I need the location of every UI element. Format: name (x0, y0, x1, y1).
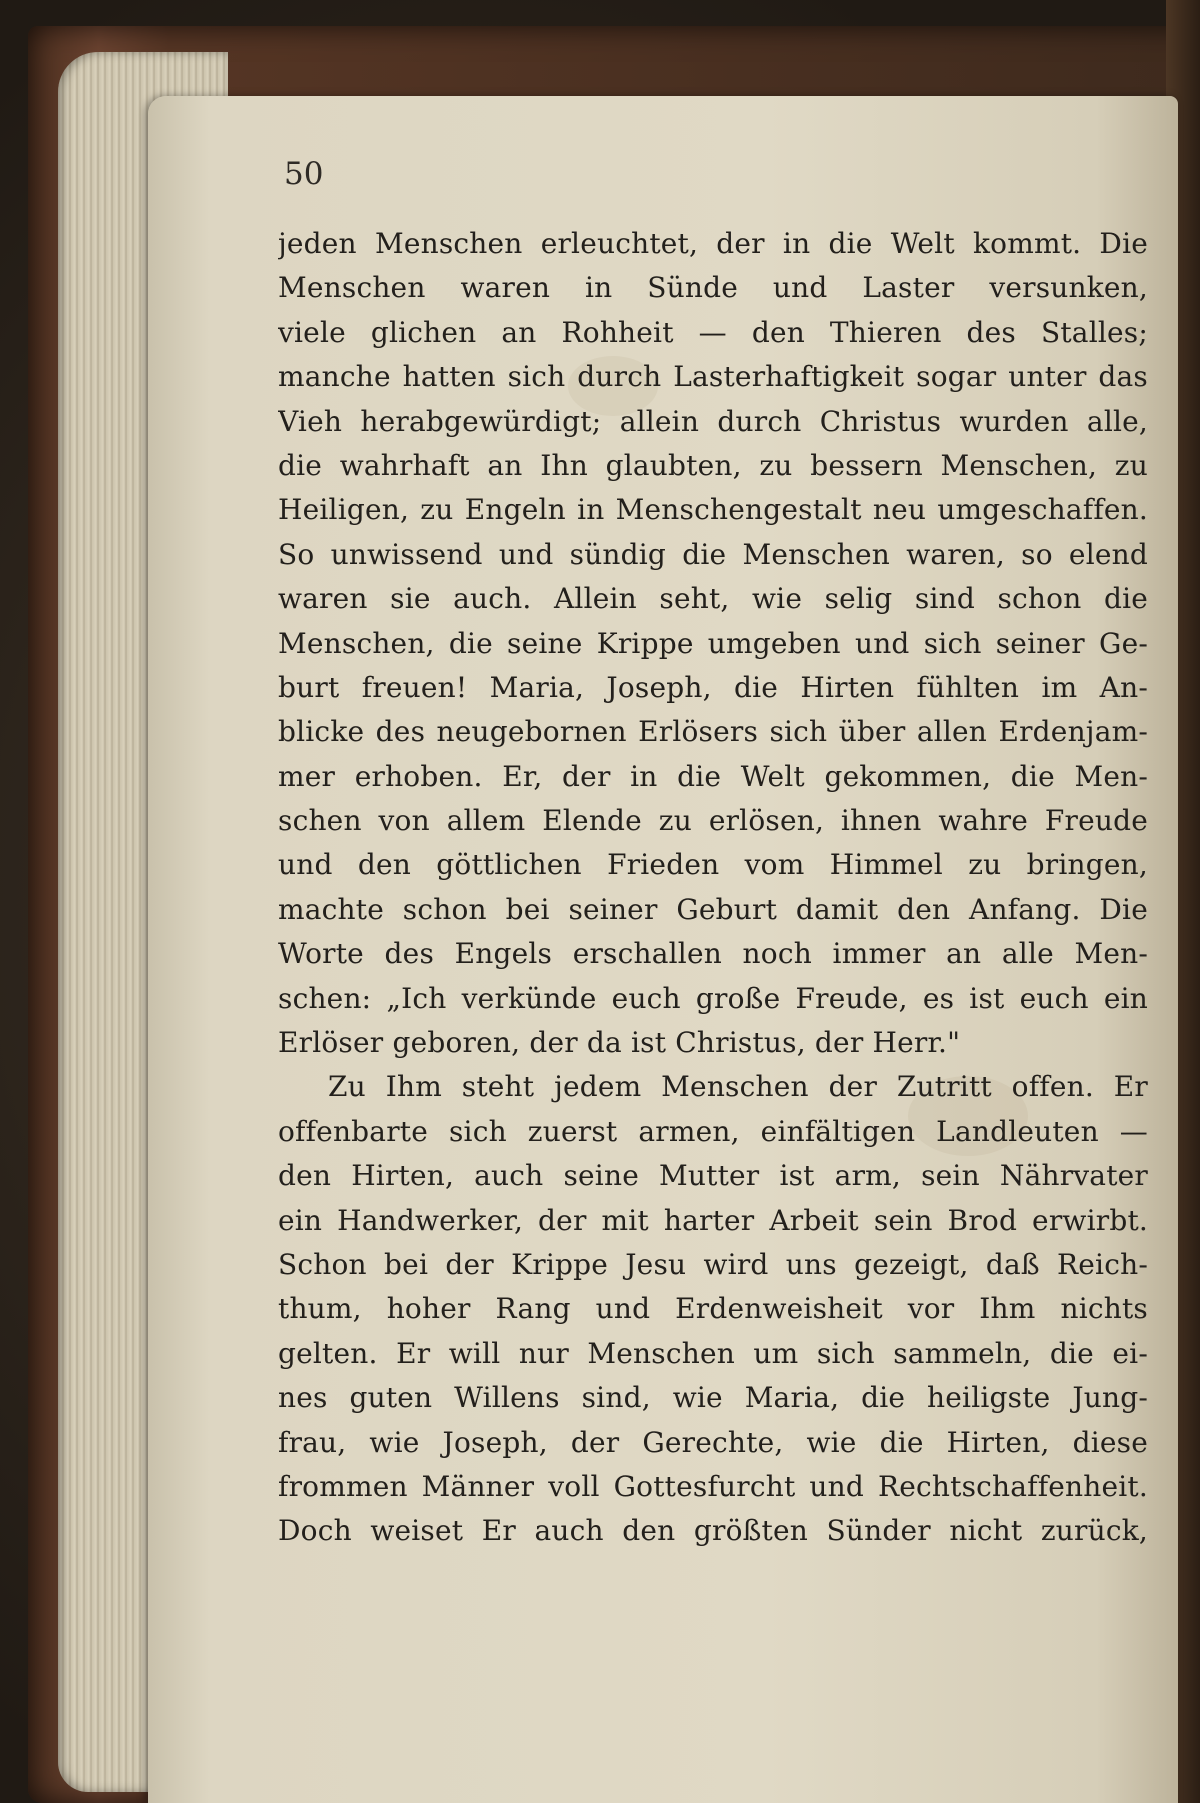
page-number: 50 (284, 156, 324, 192)
text-line: Zu Ihm steht jedem Menschen der Zutritt offen. Er (328, 1070, 1148, 1104)
text-line: burt freuen! Maria, Joseph, die Hirten fühlten im An- (278, 670, 1148, 704)
text-line: waren sie auch. Allein seht, wie selig sind schon die (278, 582, 1148, 616)
text-line: offenbarte sich zuerst armen, einfältigen Landleuten — (278, 1114, 1148, 1148)
text-line: ein Handwerker, der mit harter Arbeit sein Brod erwirbt. (278, 1203, 1148, 1237)
text-line: schen: „Ich verkünde euch große Freude, es ist euch ein (278, 981, 1148, 1015)
text-line: Erlöser geboren, der da ist Christus, der Herr." (278, 1026, 961, 1060)
text-line: jeden Menschen erleuchtet, der in die Welt kommt. Die (278, 227, 1148, 260)
text-line: nes guten Willens sind, wie Maria, die heiligste Jung- (278, 1381, 1148, 1415)
text-line: und den göttlichen Frieden vom Himmel zu bringen, (278, 848, 1148, 882)
text-line: blicke des neugebornen Erlösers sich über allen Erdenjam- (278, 715, 1148, 749)
text-line: Doch weiset Er auch den größten Sünder nicht zurück, (278, 1514, 1148, 1548)
page-text (278, 222, 1148, 1554)
text-line: manche hatten sich durch Lasterhaftigkeit sogar unter das (278, 360, 1148, 394)
text-line: frau, wie Joseph, der Gerechte, wie die Hirten, diese (278, 1425, 1148, 1459)
text-line: den Hirten, auch seine Mutter ist arm, sein Nährvater (278, 1159, 1148, 1193)
text-line: thum, hoher Rang und Erdenweisheit vor Ihm nichts (278, 1292, 1148, 1326)
text-line: Menschen, die seine Krippe umgeben und sich seiner Ge- (278, 626, 1148, 660)
text-line: Menschen waren in Sünde und Laster versunken, (278, 271, 1148, 305)
text-line: viele glichen an Rohheit — den Thieren des Stalles; (278, 315, 1148, 349)
text-line: schen von allem Elende zu erlösen, ihnen wahre Freude (278, 804, 1148, 838)
text-line: frommen Männer voll Gottesfurcht und Rechtschaffenheit. (278, 1469, 1148, 1503)
text-line: Vieh herabgewürdigt; allein durch Christus wurden alle, (278, 404, 1148, 438)
text-line: machte schon bei seiner Geburt damit den Anfang. Die (278, 892, 1148, 926)
text-line: Heiligen, zu Engeln in Menschengestalt neu umgeschaffen. (278, 493, 1148, 527)
text-line: Schon bei der Krippe Jesu wird uns gezeigt, daß Reich- (278, 1247, 1148, 1281)
text-line: So unwissend und sündig die Menschen waren, so elend (278, 537, 1148, 571)
text-line: die wahrhaft an Ihn glaubten, zu bessern Menschen, zu (278, 448, 1148, 482)
text-line: gelten. Er will nur Menschen um sich sammeln, die ei- (278, 1336, 1148, 1370)
text-line: mer erhoben. Er, der in die Welt gekommen, die Men- (278, 759, 1148, 793)
text-line: Worte des Engels erschallen noch immer an alle Men- (278, 937, 1148, 971)
